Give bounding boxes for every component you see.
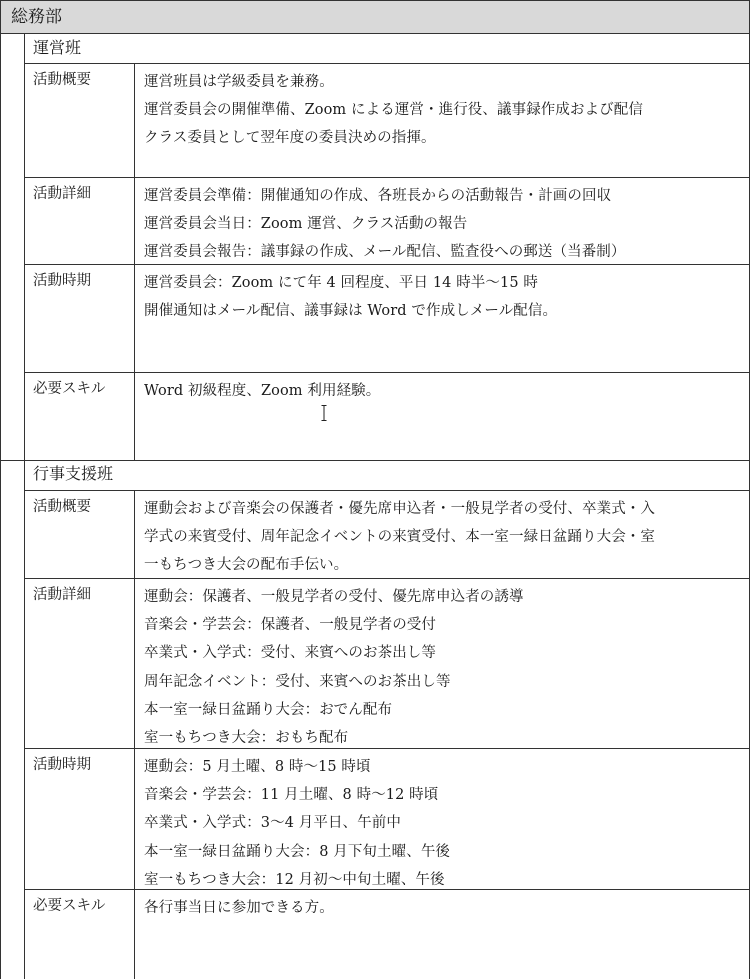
row-gyoji-skills bbox=[24, 889, 750, 979]
row-label: 必要スキル bbox=[25, 373, 135, 460]
content-line: 卒業式・入学式：3～4 月平日、午前中 bbox=[144, 815, 401, 832]
content-line: 開催通知はメール配信、議事録は Word で作成しメール配信。 bbox=[144, 303, 558, 320]
row-label: 活動詳細 bbox=[25, 579, 135, 748]
content-line: 運営委員会報告：議事録の作成、メール配信、監査役への郵送（当番制） bbox=[144, 244, 626, 261]
group-title-gyoji: 行事支援班 bbox=[24, 460, 750, 490]
content-line: 音楽会・学芸会：11 月土曜、8 時～12 時頃 bbox=[144, 787, 439, 804]
row-label: 必要スキル bbox=[25, 890, 135, 979]
row-gyoji-details bbox=[24, 578, 750, 748]
row-content bbox=[135, 491, 750, 578]
content-line: Word 初級程度、Zoom 利用経験。 bbox=[144, 383, 381, 399]
row-unei-skills bbox=[24, 372, 750, 460]
row-content bbox=[135, 579, 750, 748]
content-line: 学式の来賓受付、周年記念イベントの来賓受付、本一室一緑日盆踊り大会・室 bbox=[144, 529, 655, 546]
outer-border-left bbox=[0, 33, 1, 979]
row-content bbox=[135, 373, 750, 460]
content-line: 音楽会・学芸会：保護者、一般見学者の受付 bbox=[144, 617, 436, 634]
row-gyoji-schedule bbox=[24, 748, 750, 889]
row-label: 活動時期 bbox=[25, 265, 135, 372]
content-line: 室一もちつき大会：おもち配布 bbox=[144, 730, 349, 747]
content-line: 運営班員は学級委員を兼務。 bbox=[144, 74, 334, 90]
content-line: 本一室一緑日盆踊り大会：8 月下旬土曜、午後 bbox=[144, 843, 451, 860]
group-title-unei: 運営班 bbox=[24, 33, 750, 63]
row-label: 活動概要 bbox=[25, 491, 135, 578]
content-line: 運営委員会：Zoom にて年 4 回程度、平日 14 時半～15 時 bbox=[144, 275, 538, 291]
row-unei-overview bbox=[24, 63, 750, 177]
row-label: 活動概要 bbox=[25, 64, 135, 177]
row-content bbox=[135, 890, 750, 979]
content-line: 室一もちつき大会：12 月初～中旬土曜、午後 bbox=[144, 871, 445, 888]
content-line: 運動会：5 月土曜、8 時～15 時頃 bbox=[144, 759, 371, 775]
content-line: 運営委員会の開催準備、Zoom による運営・進行役、議事録作成および配信 bbox=[144, 102, 643, 119]
row-unei-schedule bbox=[24, 264, 750, 372]
content-line: 運動会および音楽会の保護者・優先席申込者・一般見学者の受付、卒業式・入 bbox=[144, 501, 655, 517]
row-unei-details bbox=[24, 177, 750, 264]
department-header: 総務部 bbox=[0, 0, 750, 34]
content-line: 一もちつき大会の配布手伝い。 bbox=[144, 557, 349, 574]
row-gyoji-overview bbox=[24, 490, 750, 578]
row-content bbox=[135, 749, 750, 889]
row-content bbox=[135, 64, 750, 177]
row-content bbox=[135, 265, 750, 372]
text-cursor-icon bbox=[321, 405, 327, 421]
content-line: 運営委員会当日：Zoom 運営、クラス活動の報告 bbox=[144, 216, 468, 233]
row-content bbox=[135, 178, 750, 264]
row-label: 活動時期 bbox=[25, 749, 135, 889]
row-label: 活動詳細 bbox=[25, 178, 135, 264]
content-line: 卒業式・入学式：受付、来賓へのお茶出し等 bbox=[144, 645, 436, 662]
content-line: 本一室一緑日盆踊り大会：おでん配布 bbox=[144, 701, 393, 718]
content-line: 周年記念イベント：受付、来賓へのお茶出し等 bbox=[144, 673, 451, 690]
content-line: 各行事当日に参加できる方。 bbox=[144, 900, 334, 916]
content-line: クラス委員として翌年度の委員決めの指揮。 bbox=[144, 130, 436, 147]
content-line: 運営委員会準備：開催通知の作成、各班長からの活動報告・計画の回収 bbox=[144, 188, 612, 204]
content-line: 運動会：保護者、一般見学者の受付、優先席申込者の誘導 bbox=[144, 589, 524, 605]
